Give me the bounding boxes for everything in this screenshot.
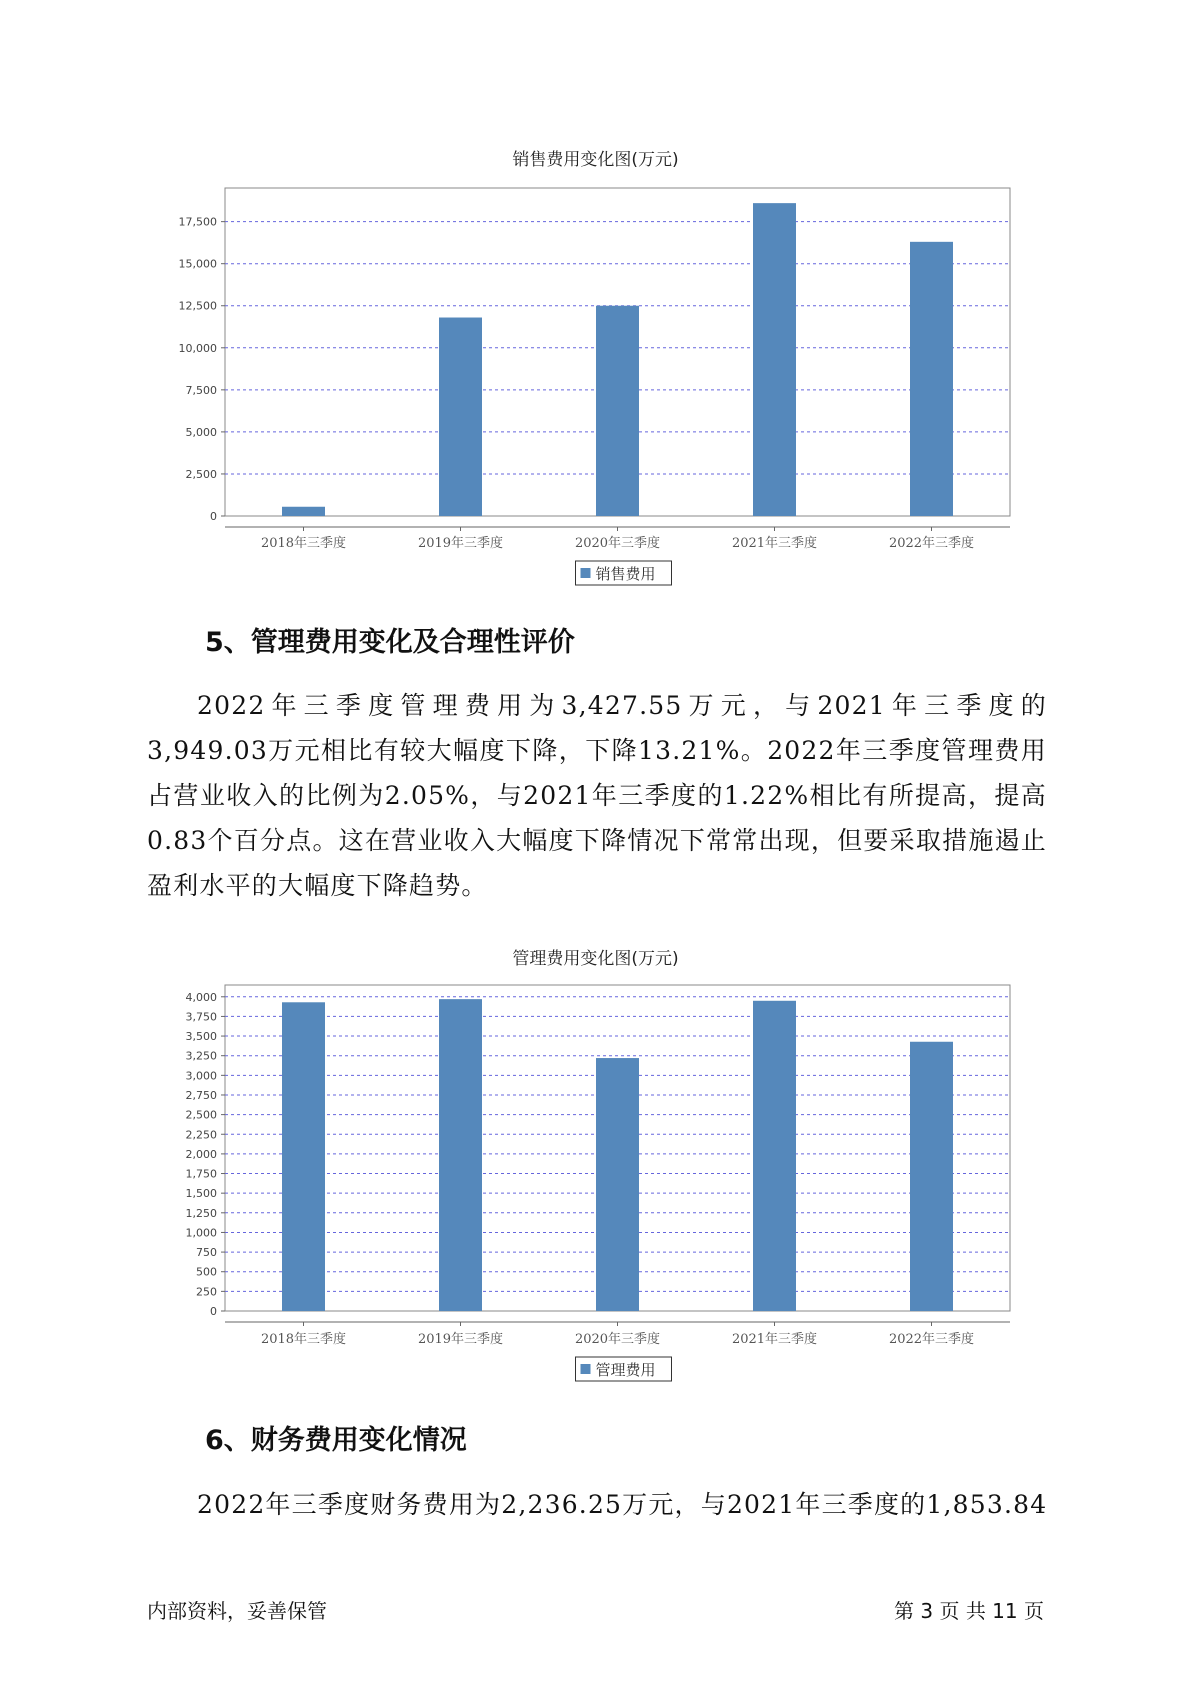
- section5-heading: 5、管理费用变化及合理性评价: [205, 627, 575, 658]
- x-tick-label: 2021年三季度: [731, 1332, 818, 1347]
- y-tick-label: 3,500: [185, 1030, 217, 1044]
- bar: [282, 1002, 325, 1311]
- y-tick-label: 2,000: [185, 1147, 217, 1161]
- y-tick-label: 3,750: [185, 1010, 217, 1024]
- y-tick-label: 17,500: [178, 215, 217, 229]
- bar: [910, 242, 953, 516]
- chart-title-sales: 销售费用变化图(万元): [512, 150, 679, 170]
- x-tick-label: 2021年三季度: [731, 536, 818, 551]
- y-tick-label: 10,000: [178, 341, 217, 355]
- y-tick-label: 2,500: [185, 1108, 217, 1122]
- bar: [753, 1001, 796, 1311]
- y-tick-label: 5,000: [185, 425, 217, 439]
- y-tick-label: 4,000: [185, 990, 217, 1004]
- y-tick-label: 0: [210, 1305, 217, 1318]
- x-tick-label: 2020年三季度: [574, 536, 661, 551]
- chart-admin-expense: [0, 978, 1191, 1418]
- footer-page-number: 第 3 页 共 11 页: [894, 1599, 1044, 1623]
- footer-confidential: 内部资料，妥善保管: [147, 1599, 327, 1623]
- y-tick-label: 0: [210, 510, 217, 523]
- y-tick-label: 2,250: [185, 1128, 217, 1142]
- y-tick-label: 1,500: [185, 1187, 217, 1201]
- x-tick-label: 2018年三季度: [260, 1332, 347, 1347]
- chart-sales-expense: [0, 180, 1191, 620]
- legend-label: 管理费用: [595, 1361, 656, 1379]
- bar: [910, 1042, 953, 1311]
- x-tick-label: 2022年三季度: [888, 536, 975, 551]
- y-tick-label: 2,750: [185, 1088, 217, 1102]
- y-tick-label: 1,750: [185, 1167, 217, 1181]
- y-tick-label: 7,500: [185, 383, 217, 397]
- legend-swatch: [581, 1364, 591, 1374]
- legend-label: 销售费用: [595, 565, 656, 583]
- section6-paragraph: 2022年三季度财务费用为2,236.25万元，与2021年三季度的1,853.84: [197, 1490, 1047, 1519]
- y-tick-label: 250: [196, 1285, 217, 1299]
- y-tick-label: 500: [196, 1265, 217, 1279]
- x-tick-label: 2022年三季度: [888, 1332, 975, 1347]
- x-tick-label: 2019年三季度: [417, 536, 504, 551]
- x-tick-label: 2019年三季度: [417, 1332, 504, 1347]
- y-tick-label: 750: [196, 1246, 217, 1260]
- y-tick-label: 15,000: [178, 257, 217, 271]
- x-tick-label: 2018年三季度: [260, 536, 347, 551]
- bar: [596, 1058, 639, 1311]
- y-tick-label: 1,250: [185, 1206, 217, 1220]
- bar: [753, 203, 796, 516]
- bar: [282, 507, 325, 516]
- bar: [439, 999, 482, 1311]
- y-tick-label: 3,250: [185, 1049, 217, 1063]
- legend-swatch: [581, 568, 591, 578]
- y-tick-label: 3,000: [185, 1069, 217, 1083]
- section6-heading: 6、财务费用变化情况: [205, 1425, 467, 1456]
- bar: [439, 318, 482, 516]
- section5-paragraph: 2022年三季度管理费用为3,427.55万元，与2021年三季度的3,949.03万元相比有较大幅度下降，下降13.21%。2022年三季度管理费用占营业收入的比例为2.05%，与2021年三季度的1.22%相比有所提高，提高0.83个百分点。这在营业收入大幅度下降情况下常常出现，但要采取措施遏止盈利水平的大幅度下降趋势。: [147, 691, 1047, 900]
- y-tick-label: 12,500: [178, 299, 217, 313]
- y-tick-label: 1,000: [185, 1226, 217, 1240]
- bar: [596, 306, 639, 516]
- chart-title-admin: 管理费用变化图(万元): [512, 949, 679, 969]
- x-tick-label: 2020年三季度: [574, 1332, 661, 1347]
- y-tick-label: 2,500: [185, 467, 217, 481]
